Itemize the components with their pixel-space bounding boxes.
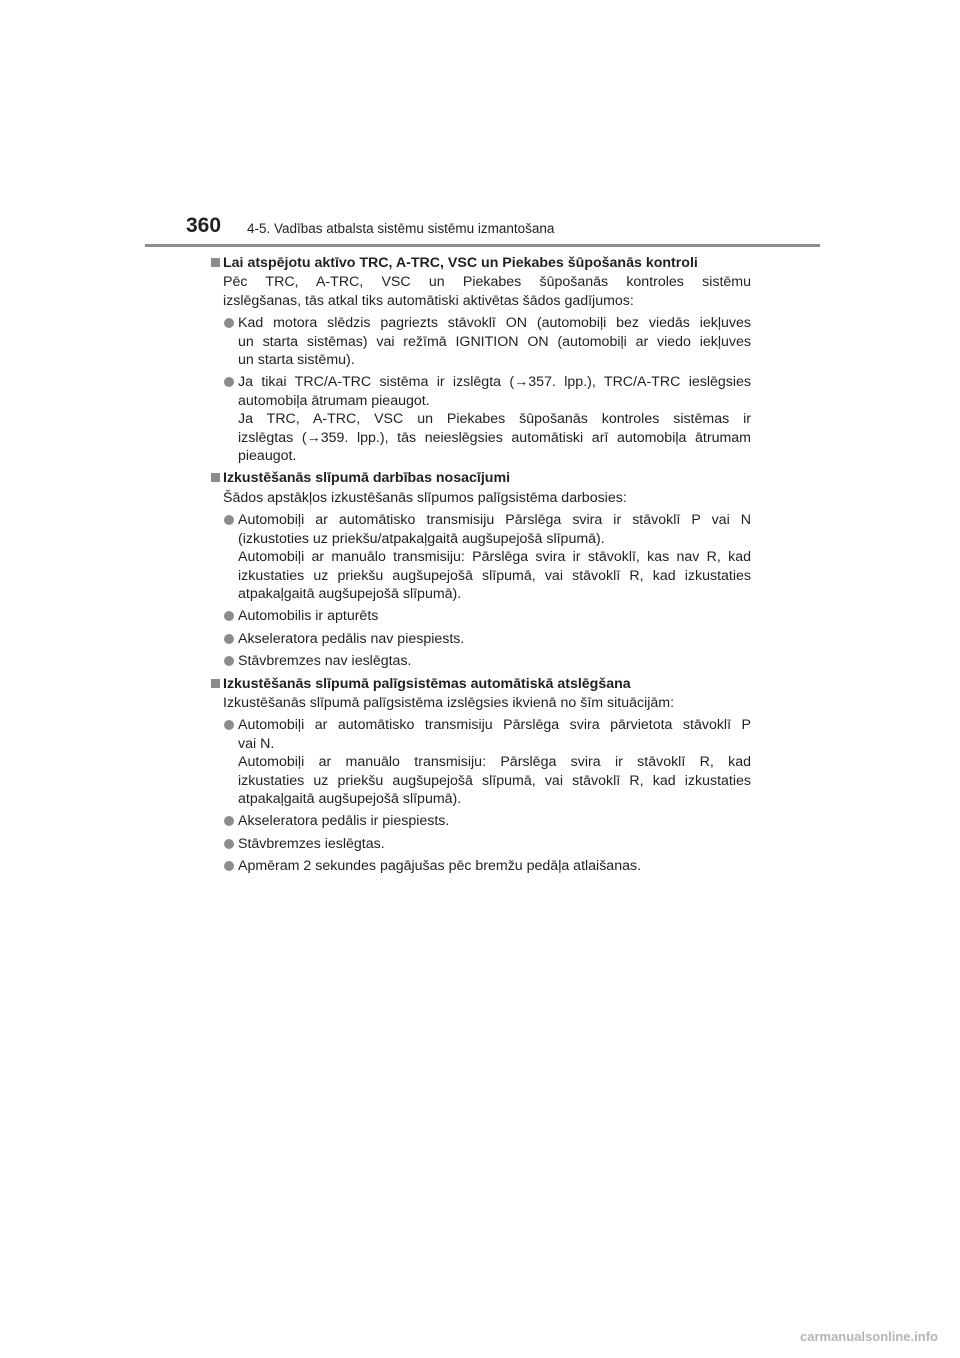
chapter-title: 4-5. Vadības atbalsta sistēmu sistēmu izmantošana <box>247 221 555 236</box>
list-item <box>211 652 751 670</box>
text-line: Automobiļi ar manuālo transmisiju: Pārslēga svira ir stāvoklī, kas nav R, kad <box>238 549 751 566</box>
section-heading <box>211 469 751 487</box>
list-item <box>211 314 751 369</box>
list-item <box>211 812 751 830</box>
round-bullet-icon <box>224 634 234 644</box>
list-item <box>211 835 751 853</box>
text-line: atpakaļgaitā augšupejošā slīpumā). <box>238 585 462 602</box>
section <box>211 469 751 670</box>
text-line: Pēc TRC, A-TRC, VSC un Piekabes šūpošanās kontroles sistēmu <box>223 274 751 291</box>
text-line: automobiļa ātrumam pieaugot. <box>238 392 430 409</box>
square-bullet-icon <box>211 473 220 482</box>
header-rule <box>145 244 820 247</box>
section-heading-text: Lai atspējotu aktīvo TRC, A-TRC, VSC un Piekabes šūpošanās kontroli <box>223 255 698 271</box>
section-heading-text: Izkustēšanās slīpumā darbības nosacījumi <box>223 470 511 487</box>
section-heading <box>211 675 751 693</box>
text-line: Automobiļi ar automātisko transmisiju Pārslēga svira ir stāvoklī P vai N <box>238 512 751 529</box>
list-item <box>211 511 751 603</box>
square-bullet-icon <box>211 258 220 267</box>
text-line: atpakaļgaitā augšupejošā slīpumā). <box>238 790 462 807</box>
list-item <box>211 607 751 625</box>
text-line: Šādos apstākļos izkustēšanās slīpumos palīgsistēma darbosies: <box>223 489 627 506</box>
round-bullet-icon <box>224 656 234 666</box>
text-line: izkustaties uz priekšu augšupejošā slīpumā, vai stāvoklī R, kad izkustaties <box>238 567 751 584</box>
round-bullet-icon <box>224 861 234 871</box>
square-bullet-icon <box>211 679 220 688</box>
text-line: izslēgtas (→359. lpp.), tās neieslēgsies automātiski arī automobiļa ātrumam <box>238 429 751 446</box>
round-bullet-icon <box>224 839 234 849</box>
text-line: Akseleratora pedālis nav piespiests. <box>238 630 465 647</box>
round-bullet-icon <box>224 816 234 826</box>
round-bullet-icon <box>224 611 234 621</box>
round-bullet-icon <box>224 318 234 328</box>
text-line: izslēgšanas, tās atkal tiks automātiski aktivētas šādos gadījumos: <box>223 292 634 309</box>
text-line: Apmēram 2 sekundes pagājušas pēc bremžu pedāļa atlaišanas. <box>238 858 642 875</box>
text-line: Izkustēšanās slīpumā palīgsistēma izslēgsies ikvienā no šīm situācijām: <box>223 694 675 711</box>
text-line: Akseleratora pedālis ir piespiests. <box>238 813 450 830</box>
text-line: Ja TRC, A-TRC, VSC un Piekabes šūpošanās kontroles sistēmas ir <box>238 411 751 428</box>
round-bullet-icon <box>224 720 234 730</box>
text-line: Automobiļi ar manuālo transmisiju: Pārslēga svira ir stāvoklī R, kad <box>238 754 751 771</box>
text-line: Stāvbremzes nav ieslēgtas. <box>238 653 412 670</box>
section-heading <box>211 254 751 272</box>
document-body <box>211 254 751 880</box>
text-line: un starta sistēmu). <box>238 352 355 369</box>
section-heading-text: Izkustēšanās slīpumā palīgsistēmas automātiskā atslēgšana <box>223 675 631 692</box>
section-intro <box>211 694 751 712</box>
text-line: izkustaties uz priekšu augšupejošā slīpumā, vai stāvoklī R, kad izkustaties <box>238 772 751 789</box>
list-item <box>211 373 751 465</box>
text-line: (izkustoties uz priekšu/atpakaļgaitā augšupejošā slīpumā). <box>238 530 605 547</box>
section <box>211 254 751 465</box>
text-line: un starta sistēmas) vai režīmā IGNITION ON (automobiļi ar viedo iekļuves <box>238 333 751 350</box>
text-line: Ja tikai TRC/A-TRC sistēma ir izslēgta (→357. lpp.), TRC/A-TRC ieslēgsies <box>238 374 751 391</box>
text-line: Kad motora slēdzis pagriezts stāvoklī ON (automobiļi bez viedās iekļuves <box>238 315 751 332</box>
round-bullet-icon <box>224 515 234 525</box>
list-item <box>211 716 751 808</box>
page-header <box>186 214 820 246</box>
text-line: vai N. <box>238 735 275 752</box>
text-line: Stāvbremzes ieslēgtas. <box>238 835 385 852</box>
section-intro <box>211 273 751 310</box>
watermark: carmanualsonline.info <box>800 1329 938 1344</box>
section-intro <box>211 489 751 507</box>
round-bullet-icon <box>224 377 234 387</box>
list-item <box>211 630 751 648</box>
text-line: Automobiļi ar automātisko transmisiju Pārslēga svira pārvietota stāvoklī P <box>238 717 751 734</box>
list-item <box>211 857 751 875</box>
text-line: Automobilis ir apturēts <box>238 608 379 625</box>
section <box>211 675 751 876</box>
page-number: 360 <box>186 214 222 237</box>
text-line: pieaugot. <box>238 448 297 465</box>
